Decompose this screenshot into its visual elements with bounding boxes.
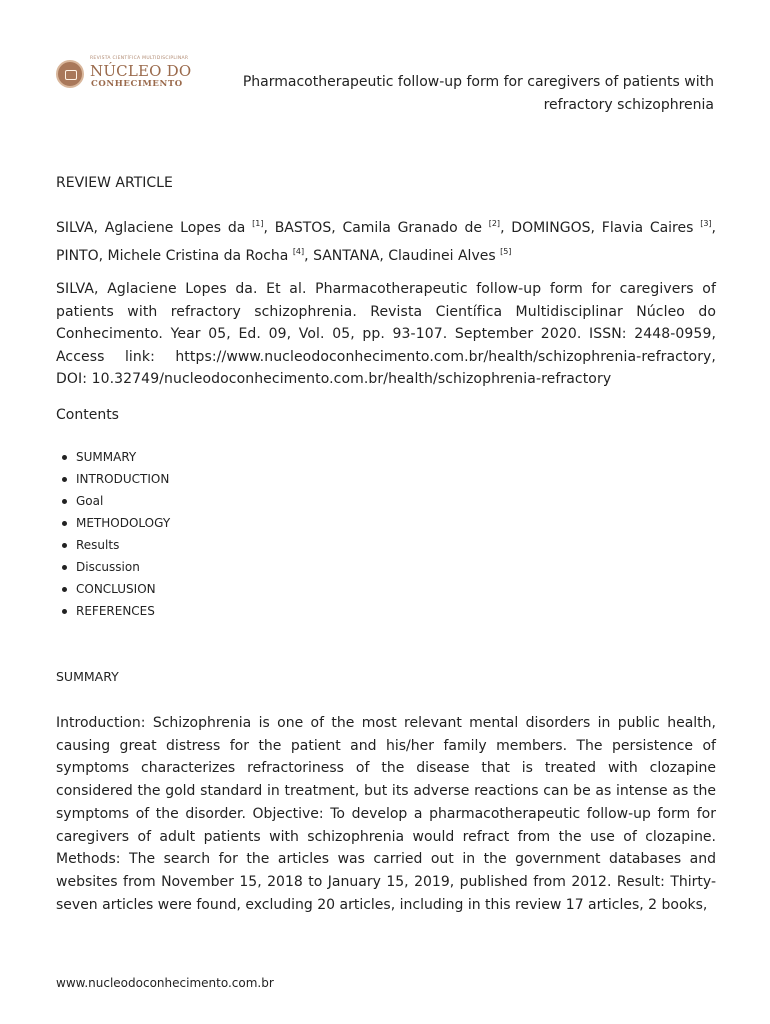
logo-name-line2: CONHECIMENTO (91, 79, 183, 89)
toc-item-introduction[interactable]: INTRODUCTION (62, 471, 170, 493)
toc-item-goal[interactable]: Goal (62, 493, 170, 515)
author-ref[interactable]: [3] (700, 219, 712, 228)
summary-heading: SUMMARY (56, 669, 119, 684)
author-name: SILVA, Aglaciene Lopes da (56, 220, 246, 236)
toc-item-references[interactable]: REFERENCES (62, 603, 170, 625)
journal-logo (56, 56, 192, 92)
header-title-line2: refractory schizophrenia (543, 97, 714, 113)
toc-item-conclusion[interactable]: CONCLUSION (62, 581, 170, 603)
footer-url[interactable]: www.nucleodoconhecimento.com.br (56, 976, 274, 990)
logo-seal-icon (56, 60, 84, 88)
author-ref[interactable]: [2] (488, 219, 501, 228)
header-title-line1: Pharmacotherapeutic follow-up form for caregivers of patients with (242, 74, 714, 90)
author-list: SILVA, Aglaciene Lopes da [1], BASTOS, Camila Granado de [2], DOMINGOS, Flavia Caires [3], PINTO, Michele Cristina da Rocha [4], SANTANA, Claudinei Alves [5] (56, 219, 716, 264)
contents-heading: Contents (56, 407, 119, 423)
logo-name-line1: NÚCLEO DO (90, 62, 192, 80)
table-of-contents (62, 449, 170, 625)
article-type: REVIEW ARTICLE (56, 175, 173, 191)
author-name: BASTOS, Camila Granado de (274, 220, 482, 236)
logo-tagline: REVISTA CIENTÍFICA MULTIDISCIPLINAR (90, 56, 189, 61)
author-name: DOMINGOS, Flavia Caires (511, 220, 694, 236)
author-name: PINTO, Michele Cristina da Rocha (56, 248, 289, 264)
author-name: SANTANA, Claudinei Alves (313, 248, 496, 264)
summary-text: Introduction: Schizophrenia is one of the most relevant mental disorders in public health, causing great distress for the patient and his/her family members. The persistence of symptoms characterizes refractoriness of the disease that is treated with clozapine considered the gold standard in treatment, but its adverse reactions can be as intense as the symptoms of the disorder. Objective: To develop a pharmacotherapeutic follow-up form for caregivers of adult patients with schizophrenia would refract from the use of clozapine. Methods: The search for the articles was carried out in the government databases and websites from November 15, 2018 to January 15, 2019, published from 2012. Result: Thirty-seven articles were found, excluding 20 articles, including in this review 17 articles, 2 books, (56, 715, 716, 913)
toc-item-discussion[interactable]: Discussion (62, 559, 170, 581)
author-ref[interactable]: [4] (292, 247, 305, 256)
author-ref[interactable]: [1] (252, 219, 264, 228)
toc-item-methodology[interactable]: METHODOLOGY (62, 515, 170, 537)
citation-text: SILVA, Aglaciene Lopes da. Et al. Pharmacotherapeutic follow-up form for caregivers of patients with refractory schizophrenia. Revista Científica Multidisciplinar Núcleo do Conhecimento. Year 05, Ed. 09, Vol. 05, pp. 93-107. September 2020. ISSN: 2448-0959, Access link: https://www.nucleodoconhecimento.com.br/health/schizophrenia-refractory, DOI: 10.32749/nucleodoconhecimento.com.br/health/schizophrenia-refractory (56, 281, 716, 387)
toc-item-results[interactable]: Results (62, 537, 170, 559)
toc-item-summary[interactable]: SUMMARY (62, 449, 170, 471)
author-ref[interactable]: [5] (500, 247, 512, 256)
running-header-title (194, 71, 714, 117)
